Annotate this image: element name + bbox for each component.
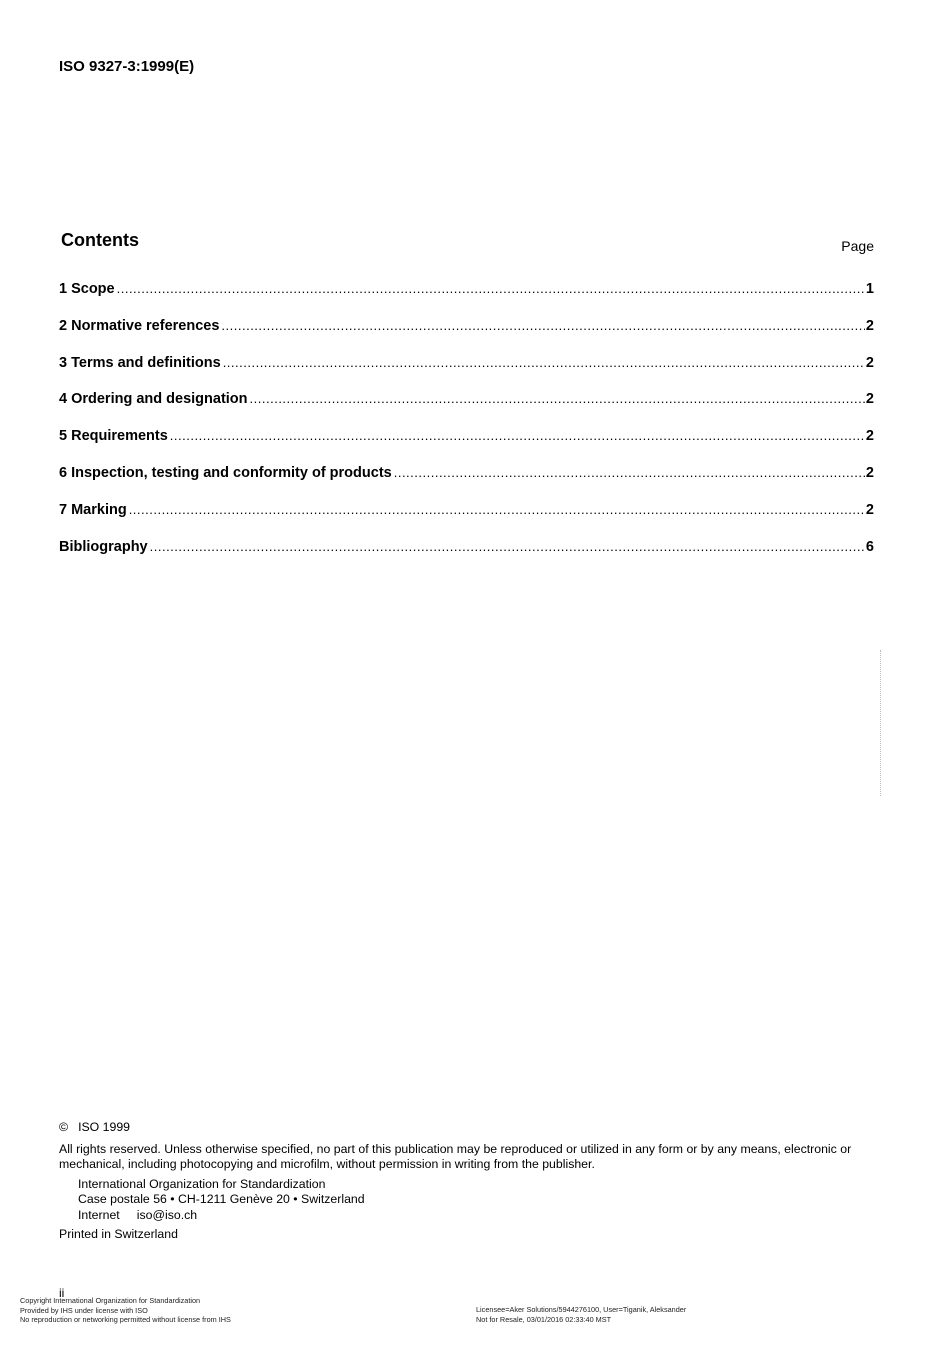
internet-email[interactable]: iso@iso.ch	[136, 1207, 198, 1222]
page-number: ii	[59, 1286, 65, 1300]
toc-dot-leader	[223, 355, 865, 370]
toc-entry-scope[interactable]	[59, 281, 874, 318]
toc-dot-leader	[394, 465, 865, 480]
publisher-address	[59, 1177, 874, 1224]
toc-entry-ordering-and-designation[interactable]	[59, 391, 874, 428]
toc-entry-title: 5 Requirements	[59, 428, 168, 445]
toc-entry-terms-and-definitions[interactable]	[59, 355, 874, 392]
footer-line: No reproduction or networking permitted without license from IHS	[20, 1315, 231, 1324]
toc-entry-normative-references[interactable]	[59, 318, 874, 355]
toc-entry-inspection-testing[interactable]	[59, 465, 874, 502]
footer-line: Not for Resale, 03/01/2016 02:33:40 MST	[476, 1314, 612, 1324]
footer-line: Copyright International Organization for Standardization	[20, 1296, 201, 1305]
toc-entry-page: 6	[865, 538, 874, 555]
toc-entry-title: 2 Normative references	[59, 317, 220, 334]
toc-dot-leader	[150, 539, 865, 554]
document-id: ISO 9327-3:1999(E)	[59, 58, 195, 75]
postal-address: Case postale 56 • CH-1211 Genève 20 • Switzerland	[78, 1192, 365, 1206]
copyright-notice	[59, 1120, 874, 1243]
page-column-label: Page	[841, 238, 874, 254]
margin-mark	[880, 650, 887, 796]
printed-location: Printed in Switzerland	[59, 1227, 178, 1241]
toc-entry-page: 2	[865, 391, 874, 408]
copyright-year: ISO 1999	[78, 1120, 131, 1134]
license-footer-right	[476, 1305, 686, 1324]
toc-dot-leader	[250, 391, 865, 406]
toc-dot-leader	[170, 428, 865, 443]
toc-dot-leader	[221, 318, 865, 333]
toc-entry-title: 6 Inspection, testing and conformity of products	[59, 464, 392, 481]
internet-label: Internet	[78, 1207, 120, 1222]
toc-entry-page: 2	[865, 317, 874, 334]
toc-entry-title: 1 Scope	[59, 281, 115, 297]
table-of-contents	[59, 281, 874, 575]
footer-line: Licensee=Aker Solutions/5944276100, User=Tiganik, Aleksander	[476, 1305, 687, 1314]
toc-entry-page: 2	[865, 464, 874, 481]
internet-line	[78, 1208, 874, 1224]
org-name: International Organization for Standardization	[78, 1176, 326, 1191]
toc-entry-page: 2	[865, 428, 874, 445]
toc-entry-title: 7 Marking	[59, 501, 127, 518]
toc-entry-title: Bibliography	[59, 538, 148, 555]
license-footer-left	[20, 1296, 231, 1325]
copyright-line	[59, 1120, 874, 1136]
toc-entry-page: 1	[865, 281, 874, 297]
toc-entry-page: 2	[865, 354, 874, 371]
toc-dot-leader	[129, 502, 865, 517]
toc-entry-title: 3 Terms and definitions	[59, 354, 221, 371]
toc-entry-title: 4 Ordering and designation	[59, 391, 248, 408]
toc-dot-leader	[117, 281, 865, 296]
toc-entry-page: 2	[865, 501, 874, 518]
toc-entry-bibliography[interactable]	[59, 539, 874, 576]
contents-heading: Contents	[61, 230, 139, 250]
copyright-symbol: ©	[59, 1120, 69, 1134]
toc-entry-requirements[interactable]	[59, 428, 874, 465]
footer-line: Provided by IHS under license with ISO	[20, 1305, 148, 1315]
toc-entry-marking[interactable]	[59, 502, 874, 539]
rights-statement: All rights reserved. Unless otherwise specified, no part of this publication may be reproduced or utilized in any form or by any means, electronic or mechanical, including photocopying and microfilm, without permission in writing from the publisher.	[59, 1141, 852, 1171]
